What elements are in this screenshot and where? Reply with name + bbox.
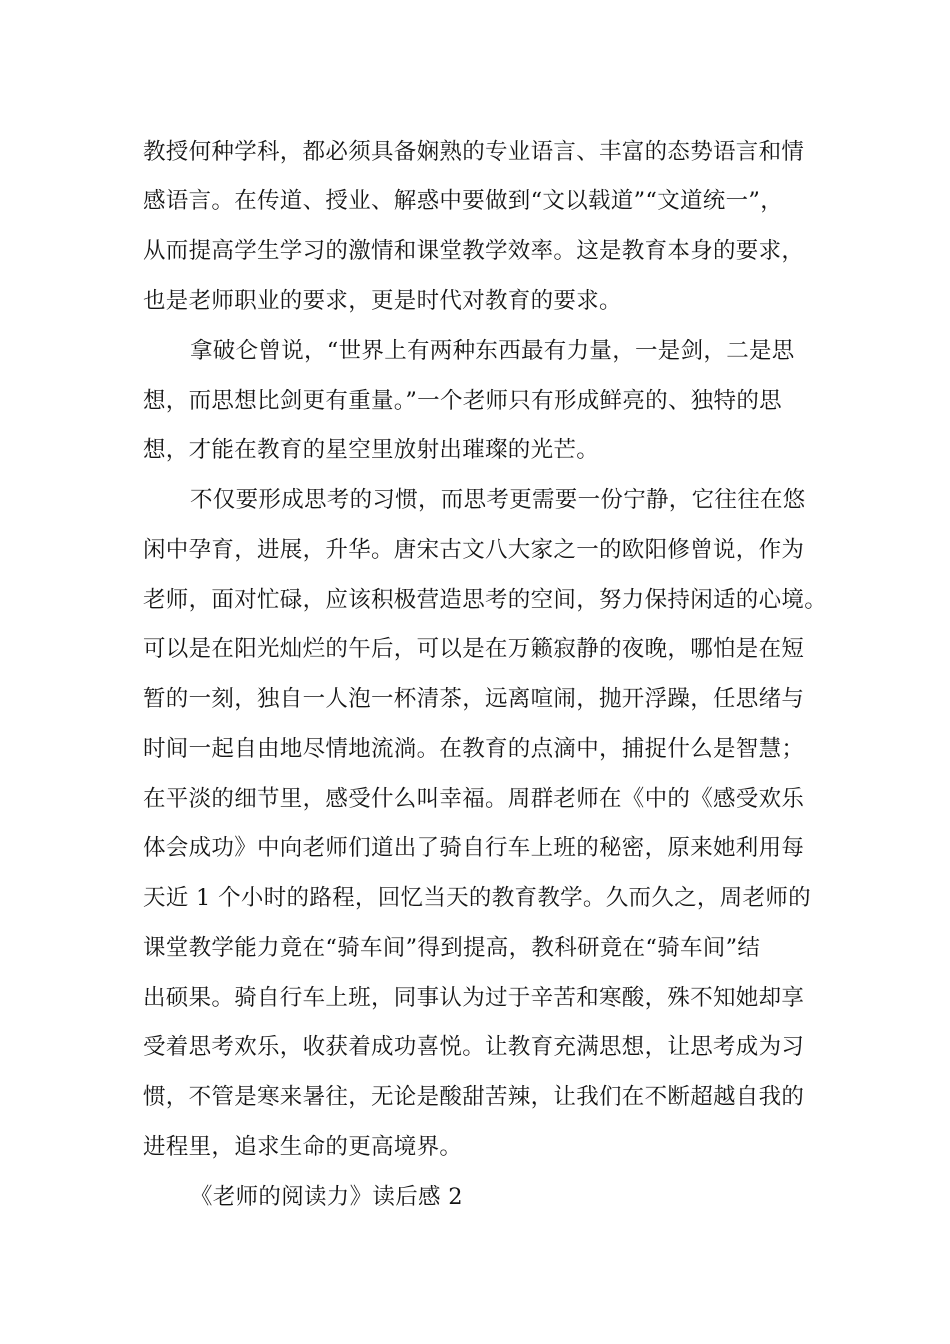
paragraph-3-line-10: 课堂教学能力竟在“骑车间”得到提高，教科研竟在“骑车间”结 xyxy=(143,935,761,961)
paragraph-1-line-3: 从而提高学生学习的激情和课堂教学效率。这是教育本身的要求， xyxy=(143,238,805,264)
paragraph-3-line-2: 闲中孕育，进展，升华。唐宋古文八大家之一的欧阳修曾说，作为 xyxy=(143,537,805,563)
paragraph-3-line-7: 在平淡的细节里，感受什么叫幸福。周群老师在《中的《感受欢乐 xyxy=(143,786,805,812)
paragraph-1-line-2: 感语言。在传道、授业、解惑中要做到“文以载道”“文道统一”， xyxy=(143,188,784,214)
paragraph-3-line-9: 天近 1 个小时的路程，回忆当天的教育教学。久而久之，周老师的 xyxy=(143,885,811,911)
paragraph-2-line-1: 拿破仑曾说，“世界上有两种东西最有力量，一是剑，二是思 xyxy=(190,338,795,364)
paragraph-2-line-3: 想，才能在教育的星空里放射出璀璨的光芒。 xyxy=(143,437,600,463)
paragraph-3-line-5: 暂的一刻，独自一人泡一杯清茶，远离喧闹，抛开浮躁，任思绪与 xyxy=(143,686,805,712)
paragraph-3-line-4: 可以是在阳光灿烂的午后，可以是在万籁寂静的夜晚，哪怕是在短 xyxy=(143,636,805,662)
paragraph-3-line-8: 体会成功》中向老师们道出了骑自行车上班的秘密，原来她利用每 xyxy=(143,835,805,861)
paragraph-3-line-6: 时间一起自由地尽情地流淌。在教育的点滴中，捕捉什么是智慧； xyxy=(143,736,805,762)
paragraph-3-line-14: 进程里，追求生命的更高境界。 xyxy=(143,1134,463,1160)
paragraph-3-line-1: 不仅要形成思考的习惯，而思考更需要一份宁静，它往往在悠 xyxy=(190,487,806,513)
section-heading: 《老师的阅读力》读后感 2 xyxy=(190,1184,463,1210)
paragraph-3-line-12: 受着思考欢乐，收获着成功喜悦。让教育充满思想，让思考成为习 xyxy=(143,1034,805,1060)
paragraph-2-line-2: 想，而思想比剑更有重量。”一个老师只有形成鲜亮的、独特的思 xyxy=(143,388,782,414)
paragraph-3-line-13: 惯，不管是寒来暑往，无论是酸甜苦辣，让我们在不断超越自我的 xyxy=(143,1084,805,1110)
paragraph-3-line-3: 老师，面对忙碌，应该积极营造思考的空间，努力保持闲适的心境。 xyxy=(143,587,828,613)
paragraph-1-line-1: 教授何种学科，都必须具备娴熟的专业语言、丰富的态势语言和情 xyxy=(143,139,805,165)
paragraph-1-line-4: 也是老师职业的要求，更是时代对教育的要求。 xyxy=(143,288,622,314)
paragraph-3-line-11: 出硕果。骑自行车上班，同事认为过于辛苦和寒酸，殊不知她却享 xyxy=(143,985,805,1011)
